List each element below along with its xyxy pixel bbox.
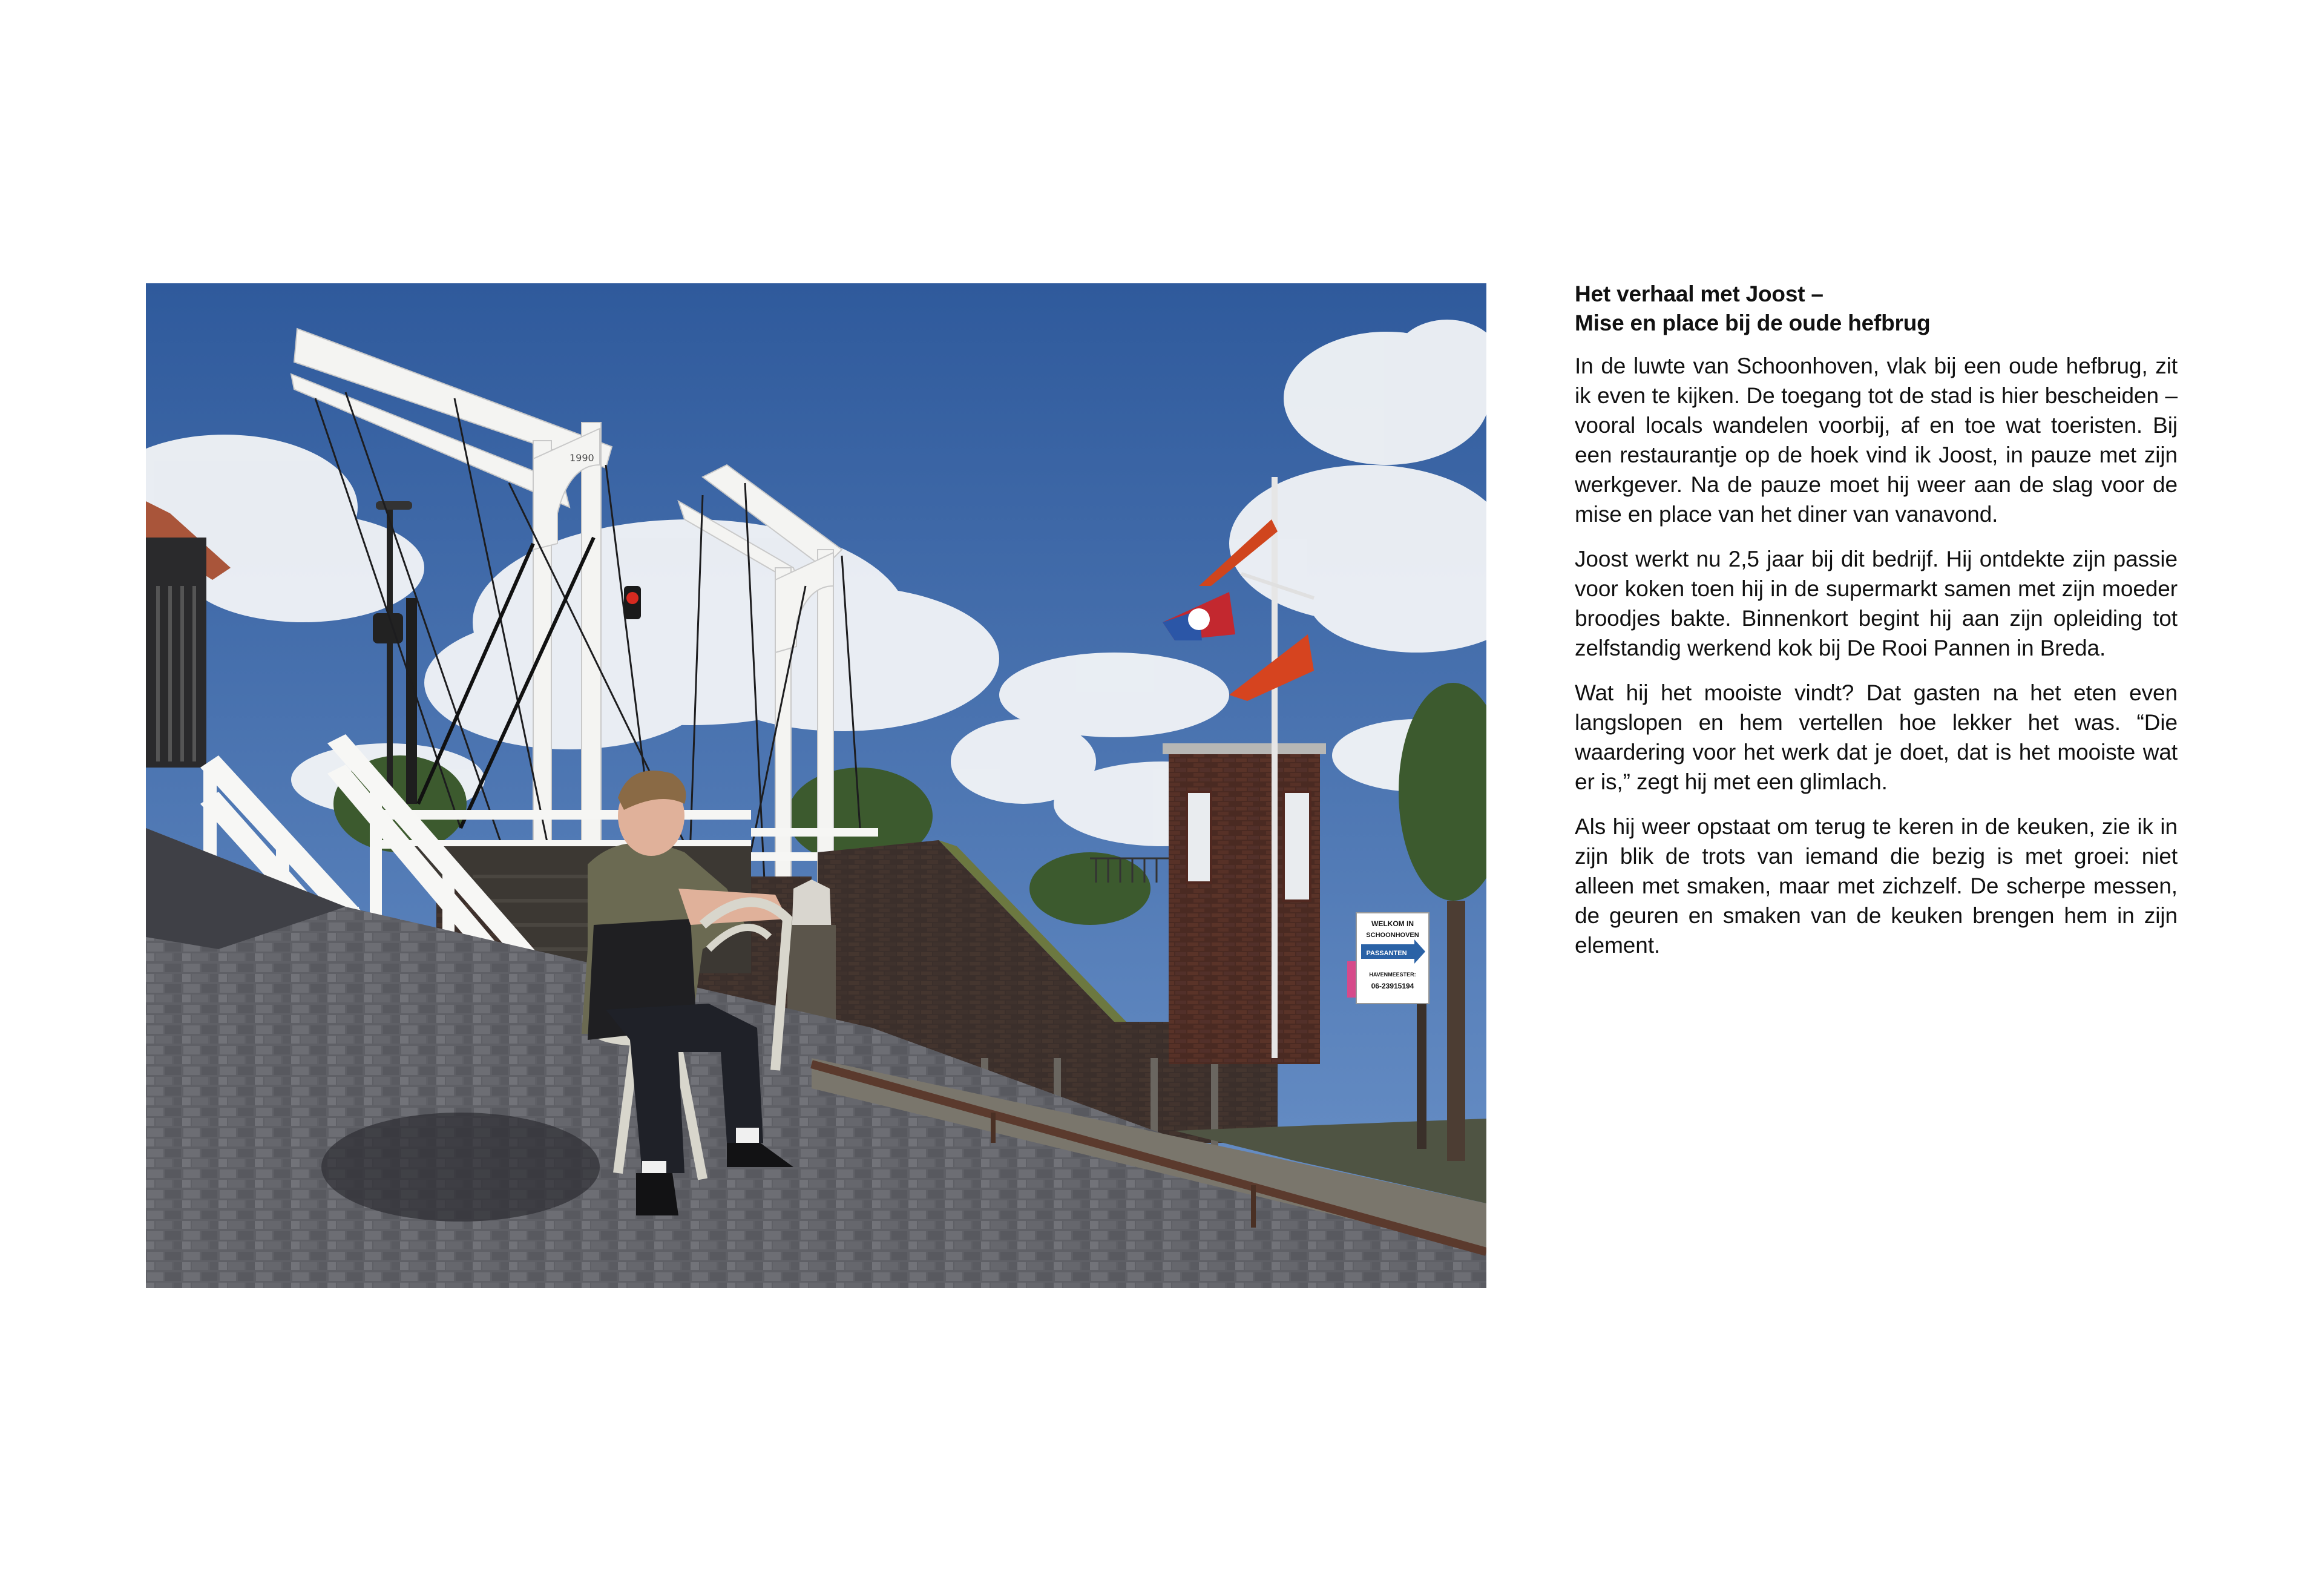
paragraph-3: Wat hij het mooiste vindt? Dat gasten na het eten even langslopen en hem vertellen hoe lekker het was. “Die waardering voor het werk dat je doet, dat is het mooiste wat er is,” zegt hij met een glimlach.: [1575, 680, 2178, 794]
svg-text:HAVENMEESTER:: HAVENMEESTER:: [1369, 972, 1416, 978]
svg-text:SCHOONHOVEN: SCHOONHOVEN: [1366, 932, 1419, 939]
svg-text:WELKOM IN: WELKOM IN: [1371, 919, 1414, 928]
paragraph-1: In de luwte van Schoonhoven, vlak bij een oude hefbrug, zit ik even te kijken. De toegang tot de stad is hier bescheiden – vooral locals wandelen voorbij, af en toe wat toeristen. Bij een restaurantje op de hoek vind ik Joost, in pauze met zijn werkgever. Na de pauze moet hij weer aan de slag voor de mise en place van het diner van vanavond.: [1575, 354, 2178, 527]
headline-line-1: Het verhaal met Joost –: [1575, 281, 1823, 306]
paragraph-4: Als hij weer opstaat om terug te keren in de keuken, zie ik in zijn blik de trots van iemand die bezig is met groei: niet alleen met smaken, maar met zichzelf. De scherpe messen, de geuren en smaken van de keuken brengen hem in zijn element.: [1575, 814, 2178, 958]
drawbridge-scene-illustration: [146, 283, 1486, 1288]
headline-line-2: Mise en place bij de oude hefbrug: [1575, 311, 1931, 335]
article-text-column: [1575, 280, 2178, 975]
article-headline: [1575, 280, 2178, 338]
article-photo: [146, 283, 1486, 1288]
welcome-sign: [1347, 913, 1429, 1004]
svg-text:PASSANTEN: PASSANTEN: [1366, 950, 1407, 957]
paragraph-2: Joost werkt nu 2,5 jaar bij dit bedrijf. Hij ontdekte zijn passie voor koken toen hij in de supermarkt samen met zijn moeder broodjes bakte. Binnenkort begint hij aan zijn opleiding tot zelfstandig werkend kok bij De Rooi Pannen in Breda.: [1575, 547, 2178, 660]
svg-text:06-23915194: 06-23915194: [1371, 982, 1414, 990]
flagpole: [1272, 477, 1278, 1058]
bridge-year: 1990: [570, 452, 594, 464]
